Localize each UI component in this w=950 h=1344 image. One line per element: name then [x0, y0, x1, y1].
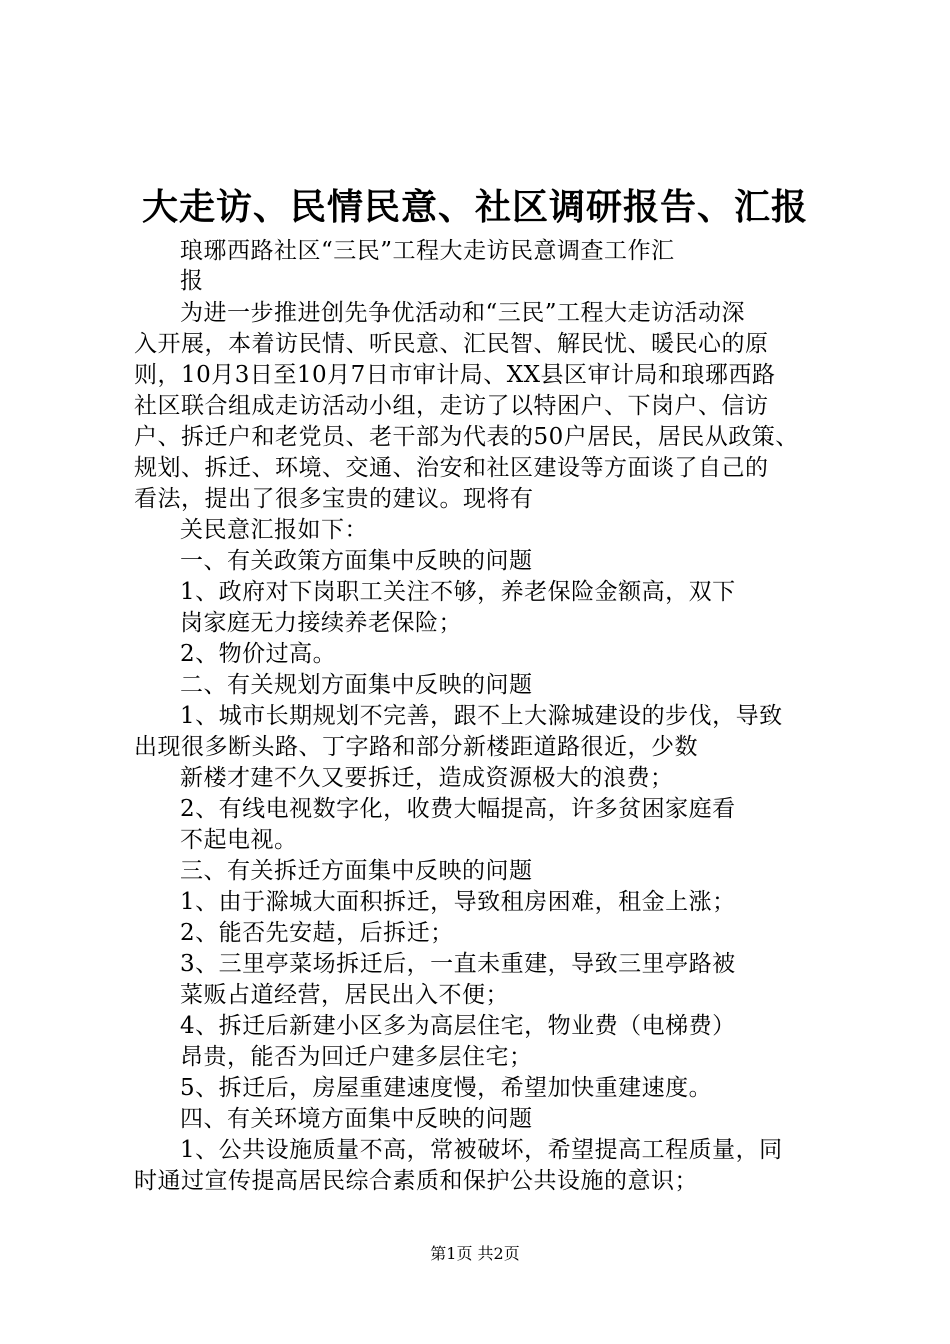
body-line: 不起电视。: [180, 827, 298, 853]
body-line: 岗家庭无力接续养老保险；: [180, 610, 462, 636]
body-line: 1、城市长期规划不完善，跟不上大滁城建设的步伐，导致: [180, 703, 783, 729]
section-heading: 四、有关环境方面集中反映的问题: [180, 1106, 533, 1132]
body-line: 社区联合组成走访活动小组，走访了以特困户、下岗户、信访: [134, 393, 769, 419]
body-line: 2、物价过高。: [180, 641, 337, 667]
body-line: 1、由于滁城大面积拆迁，导致租房困难，租金上涨；: [180, 889, 736, 915]
body-line: 琅琊西路社区“三民”工程大走访民意调查工作汇: [180, 238, 675, 264]
section-heading: 二、有关规划方面集中反映的问题: [180, 672, 533, 698]
body-line: 5、拆迁后，房屋重建速度慢，希望加快重建速度。: [180, 1075, 713, 1101]
document-title: 大走访、民情民意、社区调研报告、汇报: [141, 186, 808, 228]
body-line: 3、三里亭菜场拆迁后，一直未重建，导致三里亭路被: [180, 951, 736, 977]
body-line: 4、拆迁后新建小区多为高层住宅，物业费（电梯费）: [180, 1013, 736, 1039]
body-line: 1、公共设施质量不高，常被破坏，希望提高工程质量，同: [180, 1137, 783, 1163]
body-line: 入开展，本着访民情、听民意、汇民智、解民忧、暖民心的原: [134, 331, 769, 357]
body-line: 1、政府对下岗职工关注不够，养老保险金额高，双下: [180, 579, 736, 605]
body-line: 时通过宣传提高居民综合素质和保护公共设施的意识；: [134, 1168, 698, 1194]
body-line: 新楼才建不久又要拆迁，造成资源极大的浪费；: [180, 765, 674, 791]
body-line: 看法，提出了很多宝贵的建议。现将有: [134, 486, 534, 512]
page-number-footer: 第1页 共2页: [430, 1244, 520, 1263]
body-line: 菜贩占道经营，居民出入不便；: [180, 982, 509, 1008]
body-line: 则，10月3日至10月7日市审计局、XX县区审计局和琅琊西路: [134, 362, 776, 388]
section-heading: 三、有关拆迁方面集中反映的问题: [180, 858, 533, 884]
body-line: 2、有线电视数字化，收费大幅提高，许多贫困家庭看: [180, 796, 736, 822]
section-heading: 一、有关政策方面集中反映的问题: [180, 548, 533, 574]
body-line: 2、能否先安趌，后拆迁；: [180, 920, 454, 946]
body-line: 规划、拆迁、环境、交通、治安和社区建设等方面谈了自己的: [134, 455, 769, 481]
body-line: 为进一步推进创先争优活动和“三民”工程大走访活动深: [180, 300, 746, 326]
body-line: 关民意汇报如下：: [180, 517, 368, 543]
body-line: 报: [180, 268, 204, 294]
body-line: 昂贵，能否为回迁户建多层住宅；: [180, 1044, 533, 1070]
body-line: 出现很多断头路、丁字路和部分新楼距道路很近，少数: [134, 734, 698, 760]
body-line: 户、拆迁户和老党员、老干部为代表的50户居民，居民从政策、: [134, 424, 799, 450]
